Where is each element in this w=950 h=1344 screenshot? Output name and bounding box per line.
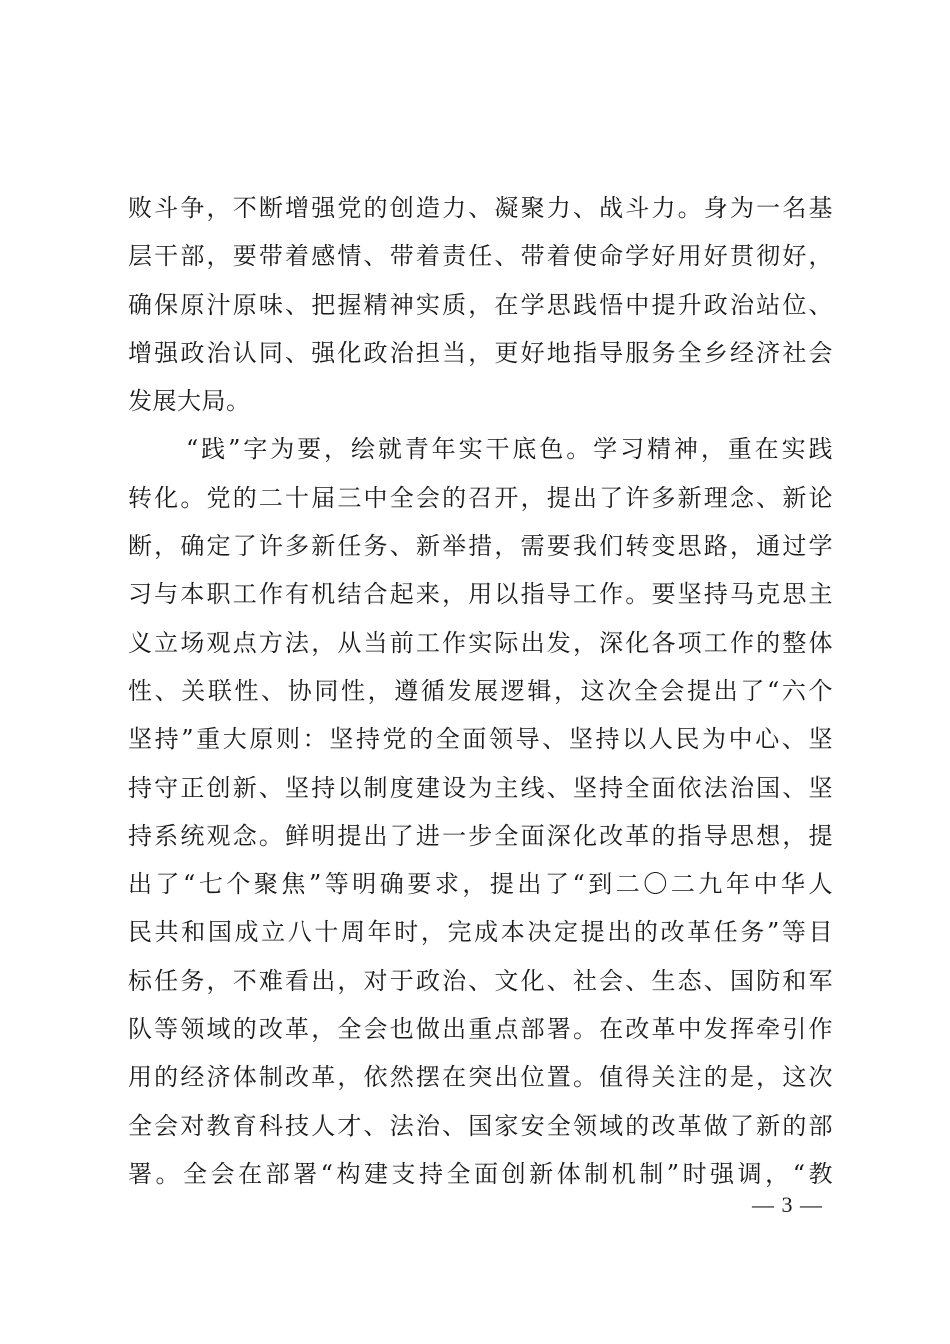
text-line: 习与本职工作有机结合起来，用以指导工作。要坚持马克思主: [128, 580, 833, 609]
text-line: 署。全会在部署“构建支持全面创新体制机制”时强调，“教: [128, 1159, 833, 1188]
text-line: 义立场观点方法，从当前工作实际出发，深化各项工作的整体: [128, 628, 833, 657]
text-line: 持守正创新、坚持以制度建设为主线、坚持全面依法治国、坚: [128, 773, 833, 802]
text-line: 标任务，不难看出，对于政治、文化、社会、生态、国防和军: [128, 966, 833, 995]
text-line: 全会对教育科技人才、法治、国家安全领域的改革做了新的部: [128, 1111, 833, 1140]
text-line: 败斗争，不断增强党的创造力、凝聚力、战斗力。身为一名基: [128, 194, 833, 222]
page-number: — 3 —: [752, 1192, 823, 1217]
text-line: 性、关联性、协同性，遵循发展逻辑，这次全会提出了“六个: [128, 676, 833, 705]
text-line: 转化。党的二十届三中全会的召开，提出了许多新理念、新论: [128, 483, 833, 512]
text-line: 发展大局。: [128, 387, 251, 416]
paragraph-first-line: “践”字为要，绘就青年实干底色。学习精神，重在实践: [186, 435, 833, 464]
text-line: 确保原汁原味、把握精神实质，在学思践悟中提升政治站位、: [128, 290, 833, 319]
text-line: 用的经济体制改革，依然摆在突出位置。值得关注的是，这次: [128, 1063, 833, 1092]
body-text: [128, 184, 833, 1198]
text-line: 断，确定了许多新任务、新举措，需要我们转变思路，通过学: [128, 532, 833, 561]
text-line: 坚持”重大原则：坚持党的全面领导、坚持以人民为中心、坚: [128, 725, 833, 754]
text-line: 增强政治认同、强化政治担当，更好地指导服务全乡经济社会: [128, 338, 833, 367]
text-line: 出了“七个聚焦”等明确要求，提出了“到二〇二九年中华人: [128, 870, 833, 899]
text-line: 持系统观念。鲜明提出了进一步全面深化改革的指导思想，提: [128, 821, 833, 850]
text-line: 队等领域的改革，全会也做出重点部署。在改革中发挥牵引作: [128, 1015, 833, 1044]
text-line: 层干部，要带着感情、带着责任、带着使命学好用好贯彻好，: [128, 242, 833, 271]
text-line: 民共和国成立八十周年时，完成本决定提出的改革任务”等目: [128, 918, 833, 947]
